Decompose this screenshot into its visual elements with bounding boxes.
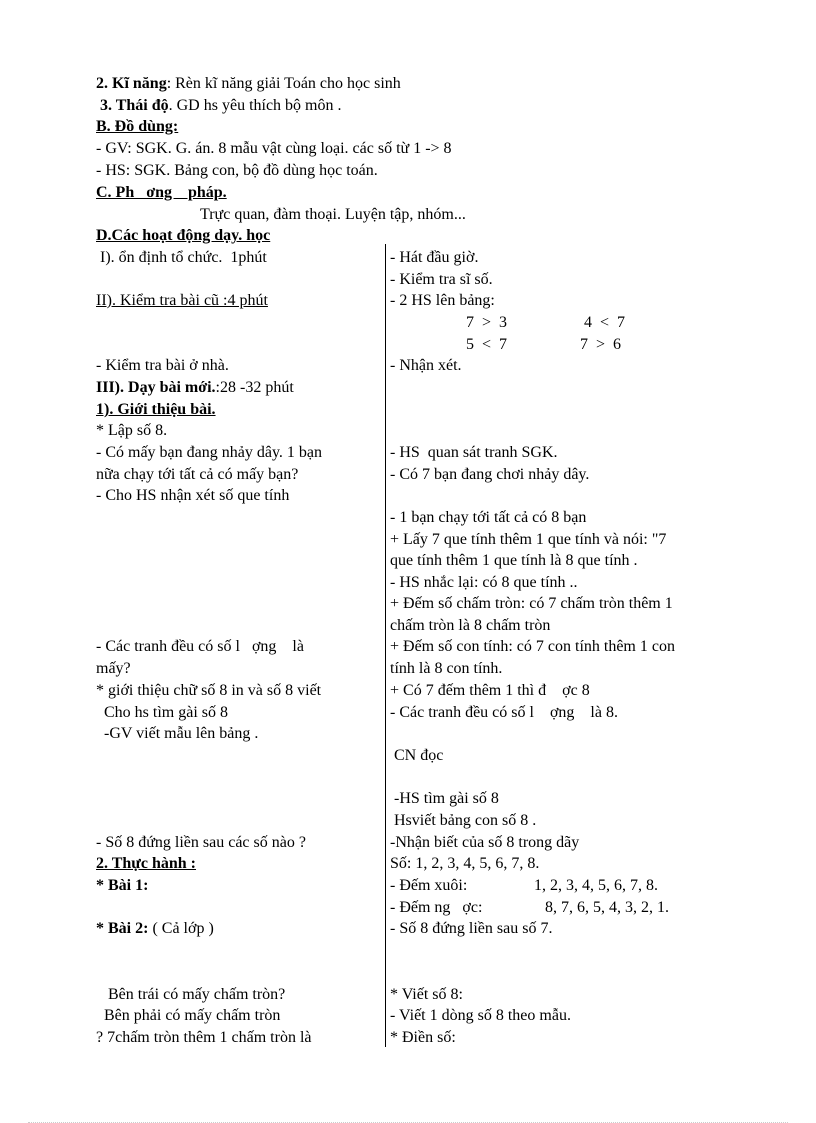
- skills-line: [96, 74, 401, 94]
- left-line: nữa chạy tới tất cả có mấy bạn?: [96, 466, 299, 483]
- right-line: - Hát đầu giờ.: [390, 249, 479, 266]
- left-line: I). ổn định tổ chức. 1phút: [96, 249, 267, 266]
- left-line: - Các tranh đều có số l ợng là: [96, 638, 304, 655]
- comparison: 7 > 6: [580, 336, 622, 353]
- attitude-line: [96, 96, 342, 116]
- exercise-2-note: ( Cả lớp ): [148, 920, 214, 937]
- left-line: - Có mấy bạn đang nhảy dây. 1 bạn: [96, 444, 323, 461]
- skills-label: 2. Kĩ năng: [96, 75, 167, 92]
- section-b-title: B. Đồ dùng:: [96, 118, 179, 135]
- right-line: -Nhận biết của số 8 trong dãy: [390, 834, 580, 851]
- right-line: - Đếm xuôi:: [390, 877, 468, 894]
- right-line: - Viết 1 dòng số 8 theo mẫu.: [390, 1007, 571, 1024]
- attitude-label: 3. Thái độ: [96, 97, 169, 114]
- right-line: - Nhận xét.: [390, 357, 462, 374]
- count-sequence: 1, 2, 3, 4, 5, 6, 7, 8.: [534, 877, 658, 894]
- right-line: tính là 8 con tính.: [390, 660, 503, 677]
- left-line: [96, 919, 214, 939]
- column-divider: [385, 244, 386, 1047]
- right-line: CN đọc: [390, 747, 444, 764]
- right-line: - HS nhắc lại: có 8 que tính ..: [390, 574, 578, 591]
- comparison: 7 > 3: [466, 314, 508, 331]
- left-line: Bên trái có mấy chấm tròn?: [96, 986, 286, 1003]
- left-line: [96, 378, 294, 398]
- methods-text: Trực quan, đàm thoại. Luyện tập, nhóm...: [200, 206, 466, 223]
- left-line: Bên phải có mấy chấm tròn: [96, 1007, 281, 1024]
- new-lesson-time: :28 -32 phút: [215, 379, 294, 396]
- right-line: - 2 HS lên bảng:: [390, 292, 495, 309]
- left-line: ? 7chấm tròn thêm 1 chấm tròn là: [96, 1029, 312, 1046]
- attitude-text: . GD hs yêu thích bộ môn .: [168, 97, 342, 114]
- right-line: Hsviết bảng con số 8 .: [390, 812, 537, 829]
- right-line: - Số 8 đứng liền sau số 7.: [390, 920, 553, 937]
- left-line: 2. Thực hành :: [96, 855, 197, 872]
- right-line: - Các tranh đều có số l ợng là 8.: [390, 704, 618, 721]
- materials-gv: - GV: SGK. G. án. 8 mẫu vật cùng loại. các số từ 1 -> 8: [96, 140, 452, 157]
- right-line: + Có 7 đếm thêm 1 thì đ ợc 8: [390, 682, 590, 699]
- right-line: + Lấy 7 que tính thêm 1 que tính và nói: "7: [390, 531, 667, 548]
- left-line: II). Kiểm tra bài cũ :4 phút: [96, 292, 268, 309]
- right-line: - HS quan sát tranh SGK.: [390, 444, 558, 461]
- left-line: - Cho HS nhận xét số que tính: [96, 487, 290, 504]
- right-line: * Viết số 8:: [390, 986, 463, 1003]
- left-line: -GV viết mẫu lên bảng .: [96, 725, 259, 742]
- right-line: que tính thêm 1 que tính là 8 que tính .: [390, 552, 638, 569]
- right-line: - 1 bạn chạy tới tất cả có 8 bạn: [390, 509, 587, 526]
- left-line: - Kiểm tra bài ở nhà.: [96, 357, 229, 374]
- left-line: - Số 8 đứng liền sau các số nào ?: [96, 834, 306, 851]
- left-line: 1). Giới thiệu bài.: [96, 401, 216, 418]
- right-line: - Kiểm tra sĩ số.: [390, 271, 493, 288]
- comparison: 4 < 7: [584, 314, 626, 331]
- count-sequence: 8, 7, 6, 5, 4, 3, 2, 1.: [545, 899, 669, 916]
- right-line: - Có 7 bạn đang chơi nhảy dây.: [390, 466, 590, 483]
- right-line: + Đếm số con tính: có 7 con tính thêm 1 con: [390, 638, 675, 655]
- left-line: * Lập số 8.: [96, 422, 168, 439]
- right-line: chấm tròn là 8 chấm tròn: [390, 617, 551, 634]
- new-lesson-label: III). Dạy bài mới.: [96, 379, 216, 396]
- left-line: * giới thiệu chữ số 8 in và số 8 viết: [96, 682, 322, 699]
- right-line: + Đếm số chấm tròn: có 7 chấm tròn thêm 1: [390, 595, 673, 612]
- right-line: -HS tìm gài số 8: [390, 790, 499, 807]
- comparison: 5 < 7: [466, 336, 508, 353]
- right-line: * Điền số:: [390, 1029, 456, 1046]
- right-line: - Đếm ng ợc:: [390, 899, 483, 916]
- exercise-2-label: * Bài 2:: [96, 920, 149, 937]
- right-line: Số: 1, 2, 3, 4, 5, 6, 7, 8.: [390, 855, 540, 872]
- left-line: Cho hs tìm gài số 8: [96, 704, 229, 721]
- left-line: * Bài 1:: [96, 877, 149, 894]
- materials-hs: - HS: SGK. Bảng con, bộ đồ dùng học toán.: [96, 162, 378, 179]
- left-line: mấy?: [96, 660, 131, 677]
- section-c-title: C. Ph ơng pháp.: [96, 184, 227, 201]
- skills-text: : Rèn kĩ năng giải Toán cho học sinh: [166, 75, 401, 92]
- section-d-title: D.Các hoạt động dạy. học: [96, 227, 271, 244]
